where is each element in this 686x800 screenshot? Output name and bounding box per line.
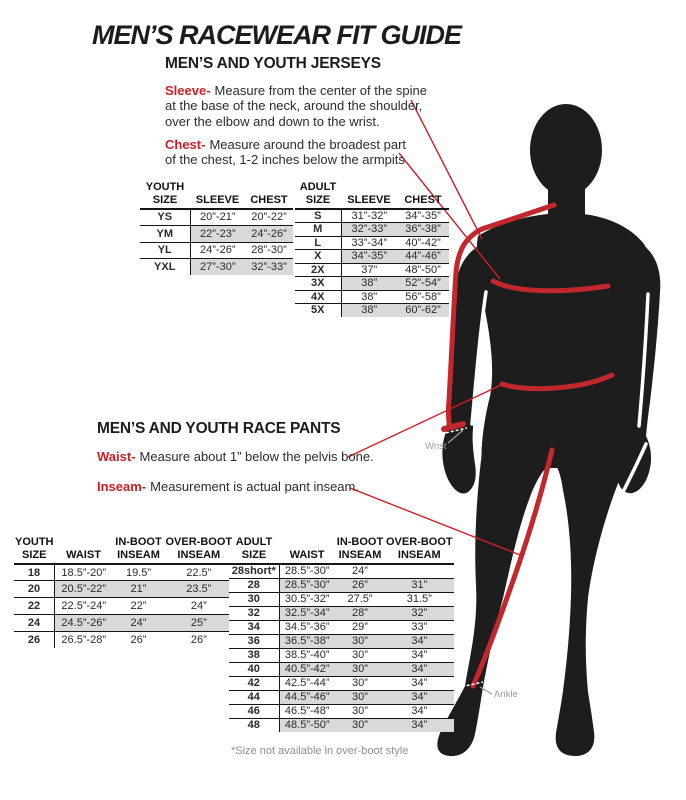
instruction-line	[165, 83, 427, 98]
table-cell: 42	[229, 676, 279, 690]
chest-instruction	[165, 137, 406, 168]
table-cell: 32”-33”	[341, 223, 397, 237]
table-row	[229, 620, 454, 634]
adult-jersey-size-table	[295, 181, 449, 317]
instruction-text: Measure from the center of the spine	[214, 83, 427, 98]
body-silhouette	[437, 104, 660, 756]
column-header: ADULT	[299, 181, 337, 193]
table-cell: 30”	[335, 690, 385, 704]
column-header	[190, 181, 245, 194]
table-cell: 37”	[341, 263, 397, 277]
table-cell: 34.5”-36”	[279, 620, 335, 634]
table-cell: X	[295, 250, 341, 264]
table-cell: 38.5”-40”	[279, 648, 335, 662]
column-header: SLEEVE	[190, 194, 245, 208]
table-row	[140, 242, 293, 259]
table-cell: 26”	[113, 631, 165, 647]
table-row	[229, 564, 454, 579]
table-cell: 32	[229, 606, 279, 620]
column-header: INSEAM	[113, 549, 165, 563]
table-row	[140, 259, 293, 275]
table-cell: 26”	[165, 631, 234, 647]
table-cell: 28short*	[229, 564, 279, 579]
table-cell: 24.5”-26”	[55, 615, 113, 632]
jerseys-section-heading: MEN’S AND YOUTH JERSEYS	[165, 55, 381, 72]
table-cell: 34”	[385, 662, 454, 676]
table-cell: 34	[229, 620, 279, 634]
column-header: WAIST	[279, 549, 335, 563]
column-header: YOUTH	[15, 536, 54, 548]
table-cell: 33”	[385, 620, 454, 634]
table-cell: 28”	[335, 606, 385, 620]
table-cell: 26.5”-28”	[55, 631, 113, 647]
table-row	[295, 277, 449, 291]
table-row	[229, 676, 454, 690]
wrist-label: Wrist	[425, 441, 447, 452]
table-cell: 27.5”	[335, 592, 385, 606]
table-cell: 34”	[385, 718, 454, 732]
table-row	[140, 226, 293, 243]
column-header	[245, 181, 293, 194]
table-cell: 30”	[335, 676, 385, 690]
table-cell: 22”-23”	[190, 226, 245, 243]
table-row	[229, 648, 454, 662]
table-cell: 60”-62”	[397, 304, 449, 317]
inseam-instruction	[97, 479, 359, 494]
table-cell: 52”-54”	[397, 277, 449, 291]
table-cell: 34”	[385, 634, 454, 648]
table-row	[295, 304, 449, 317]
table-row	[229, 690, 454, 704]
table-row	[229, 606, 454, 620]
instruction-line	[97, 449, 374, 464]
table-cell: 2X	[295, 263, 341, 277]
table-cell: 36	[229, 634, 279, 648]
table-cell: 24”	[165, 598, 234, 615]
table-cell: 20”-21”	[200, 211, 236, 224]
page-title: MEN’S RACEWEAR FIT GUIDE	[92, 20, 462, 50]
table-cell: 32”	[385, 606, 454, 620]
table-cell: 24”	[113, 615, 165, 632]
table-cell: 48”-50”	[397, 263, 449, 277]
youth-pants-size-table	[14, 536, 233, 648]
legs-shape	[437, 452, 630, 756]
column-header: SLEEVE	[341, 194, 397, 208]
table-cell	[385, 564, 454, 579]
instruction-line: of the chest, 1-2 inches below the armpits	[165, 152, 405, 168]
table-row	[229, 662, 454, 676]
table-cell: 26	[14, 631, 55, 647]
table-cell: 30”	[335, 662, 385, 676]
column-header: CHEST	[245, 194, 293, 208]
table-cell: 27”-30”	[190, 259, 245, 275]
table-cell: 30”	[335, 648, 385, 662]
table-cell: 46.5”-48”	[279, 704, 335, 718]
table-row	[229, 578, 454, 592]
table-cell: 28.5”-30”	[279, 578, 335, 592]
instruction-text: Measure about 1” below the pelvis bone.	[139, 449, 374, 464]
column-header: IN-BOOT	[336, 536, 384, 548]
table-cell: 34”	[385, 704, 454, 718]
table-cell: 36.5”-38”	[279, 634, 335, 648]
table-cell: 20.5”-22”	[55, 581, 113, 598]
column-header: OVER-BOOT	[386, 536, 453, 548]
table-cell: 18.5”-20”	[61, 566, 107, 579]
table-cell: 32”-33”	[245, 259, 293, 275]
column-header: SIZE	[140, 194, 190, 208]
chest-term: Chest-	[165, 137, 206, 152]
table-cell: 18	[14, 564, 55, 581]
table-cell: 48.5”-50”	[279, 718, 335, 732]
table-cell: 33”-34”	[341, 236, 397, 250]
column-header: INSEAM	[385, 549, 454, 563]
table-row	[14, 631, 233, 647]
table-cell: 20”-22”	[251, 211, 287, 224]
column-header: OVER-BOOT	[165, 536, 233, 548]
youth-jersey-size-table	[140, 181, 293, 275]
table-row	[14, 598, 233, 615]
table-row	[295, 236, 449, 250]
table-cell: 22.5”	[186, 566, 212, 579]
table-cell: 3X	[295, 277, 341, 291]
table-cell: 31.5”	[385, 592, 454, 606]
table-cell: 40.5”-42”	[279, 662, 335, 676]
column-header: YOUTH	[145, 181, 185, 193]
table-cell: 30”	[335, 704, 385, 718]
column-header: SIZE	[295, 194, 341, 208]
table-cell: 38”	[341, 277, 397, 291]
table-cell: 24”-26”	[190, 242, 245, 259]
table-cell: 38”	[341, 290, 397, 304]
table-row	[295, 209, 449, 223]
column-header: SIZE	[229, 549, 279, 563]
table-cell: 4X	[295, 290, 341, 304]
table-cell: 32.5”-34”	[279, 606, 335, 620]
table-cell: 36”-38”	[397, 223, 449, 237]
table-row	[229, 704, 454, 718]
column-header: SIZE	[14, 549, 55, 563]
footnote: *Size not available in over-boot style	[231, 745, 409, 757]
table-row	[14, 564, 233, 581]
table-cell: 22	[14, 598, 55, 615]
table-row	[295, 223, 449, 237]
table-cell: 28”-30”	[245, 242, 293, 259]
table-row	[229, 718, 454, 732]
table-cell: S	[295, 209, 341, 223]
table-cell: 29”	[335, 620, 385, 634]
column-header	[279, 536, 335, 549]
waist-term: Waist-	[97, 449, 136, 464]
instruction-line: over the elbow and down to the wrist.	[165, 113, 380, 129]
table-cell: 24”-26”	[245, 226, 293, 243]
table-cell: 34”	[385, 690, 454, 704]
column-header: CHEST	[397, 194, 449, 208]
table-cell: 38”	[341, 304, 397, 317]
column-header	[55, 536, 113, 549]
table-cell: 34”	[385, 648, 454, 662]
column-header: WAIST	[55, 549, 113, 563]
table-cell: 30	[229, 592, 279, 606]
table-row	[14, 615, 233, 632]
table-cell: 24”	[352, 565, 368, 578]
table-row	[295, 263, 449, 277]
table-cell: 40	[229, 662, 279, 676]
instruction-line	[165, 137, 406, 152]
table-cell: 25”	[165, 615, 234, 632]
table-cell: YM	[140, 226, 190, 243]
column-header	[341, 181, 397, 194]
table-cell: 44.5”-46”	[279, 690, 335, 704]
column-header: INSEAM	[165, 549, 234, 563]
table-cell: 26”	[335, 578, 385, 592]
table-cell: 20	[14, 581, 55, 598]
table-cell: 28	[229, 578, 279, 592]
table-cell: 44”-46”	[397, 250, 449, 264]
table-cell: 30”	[335, 718, 385, 732]
table-row	[295, 290, 449, 304]
table-cell: 31”-32”	[351, 209, 387, 222]
table-row	[140, 209, 293, 226]
table-cell: 28.5”-30”	[284, 565, 330, 578]
table-cell: 34”	[385, 676, 454, 690]
instruction-text: Measurement is actual pant inseam.	[150, 479, 359, 494]
table-cell: L	[295, 236, 341, 250]
table-cell: 46	[229, 704, 279, 718]
table-cell: 19.5”	[125, 566, 152, 579]
table-cell: 42.5”-44”	[279, 676, 335, 690]
table-row	[295, 250, 449, 264]
table-cell: 34”-35”	[341, 250, 397, 264]
neck-shape	[548, 172, 585, 220]
table-cell: 5X	[295, 304, 341, 317]
table-cell: 30”	[335, 634, 385, 648]
instruction-text: Measure around the broadest part	[209, 137, 407, 152]
pants-section-heading: MEN’S AND YOUTH RACE PANTS	[97, 420, 341, 437]
waist-instruction	[97, 449, 374, 464]
table-cell: YXL	[140, 259, 190, 275]
table-cell: M	[295, 223, 341, 237]
table-cell: 38	[229, 648, 279, 662]
table-row	[14, 581, 233, 598]
table-cell: 48	[229, 718, 279, 732]
column-header: ADULT	[235, 536, 273, 548]
table-row	[229, 592, 454, 606]
column-header: INSEAM	[335, 549, 385, 563]
ankle-label: Ankle	[494, 689, 518, 700]
instruction-line	[97, 479, 359, 494]
table-cell: 22”	[113, 598, 165, 615]
column-header: IN-BOOT	[115, 536, 162, 548]
table-cell: 44	[229, 690, 279, 704]
table-cell: 21”	[113, 581, 165, 598]
table-cell: 23.5”	[165, 581, 234, 598]
column-header	[397, 181, 449, 194]
table-cell: 24	[14, 615, 55, 632]
table-cell: 34”-35”	[405, 209, 441, 222]
instruction-line: at the base of the neck, around the shoulder,	[165, 98, 423, 114]
table-cell: YL	[140, 242, 190, 259]
table-cell: 40”-42”	[397, 236, 449, 250]
inseam-term: Inseam-	[97, 479, 147, 494]
adult-pants-size-table	[229, 536, 454, 732]
sleeve-instruction	[165, 83, 427, 129]
table-cell: 30.5”-32”	[279, 592, 335, 606]
table-cell: 22.5”-24”	[55, 598, 113, 615]
table-row	[229, 634, 454, 648]
table-cell: 56”-58”	[397, 290, 449, 304]
sleeve-term: Sleeve-	[165, 83, 211, 98]
table-cell: 31”	[385, 578, 454, 592]
table-cell: YS	[140, 209, 190, 226]
